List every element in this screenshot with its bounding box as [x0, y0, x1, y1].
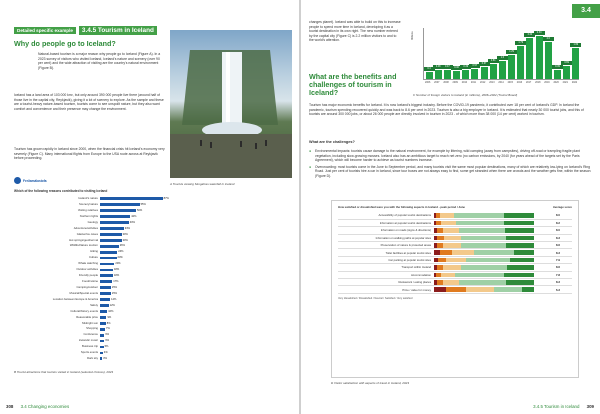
fig-d-segment [461, 265, 507, 270]
fig-b-category-label: Dark sky [87, 357, 98, 361]
waterfall-photo [170, 30, 292, 178]
fig-b-row [87, 357, 172, 361]
left-page-number: 308 [6, 404, 14, 409]
fig-c-value-label: 1.69 [570, 43, 581, 47]
fig-d-average-score: 6.3 [544, 286, 572, 293]
left-page [0, 0, 299, 414]
fig-d-row [338, 271, 572, 278]
fig-b-row [87, 220, 172, 225]
fig-d-segment [434, 287, 446, 292]
left-footer [6, 403, 206, 411]
fig-d-bar-cell [434, 212, 544, 219]
fig-d-segment [440, 250, 452, 255]
fig-c-value-label: 0.49 [460, 65, 471, 69]
fig-c-year-label: 2012 [480, 81, 486, 84]
fig-b-row [78, 262, 172, 266]
fig-b-bar [100, 352, 103, 355]
fig-c-year-label: 2013 [489, 81, 495, 84]
right-intro: changes planet). Iceland was able to build on this to increase people to spend more time in Iceland, developing it as a tourist destination in its own right. The new number entered by the capital city (Figure C) is 2.2 million visitors to and to the world's attention. [309, 20, 401, 43]
fig-b-value-label: 8% [106, 321, 111, 325]
fig-d-aspect-label: Information at popular tourist destinations [338, 219, 434, 226]
fig-d-segment [459, 280, 506, 285]
fig-b-category-label: Visiting relatives [77, 208, 98, 212]
fig-d-aspect-label: Transport within Iceland [338, 264, 434, 271]
fig-d-average-score: 7.8 [544, 271, 572, 278]
fig-b-bar [100, 286, 111, 289]
fig-c-caption: C Number of foreign visitors to Iceland (in millions), 2006–2022 (Tourist Board) [413, 93, 518, 97]
fig-c-bar [444, 65, 451, 79]
fig-b-bar [100, 203, 140, 206]
fig-b-value-label: 30% [122, 232, 128, 236]
challenge-environmental: ● Environmental impacts: tourists cause damage to the natural environment, for example by littering, wild camping (away from campsites), driving off-road or trampling fragile plant vegetation, including slow-growing mosses. Iceland also has an ambitious target to reach net zero (no carbon emissions, by 2040 (for years ahead of the targets set by the Paris Agreement), which will become harder to achieve as tourist numbers increase. [309, 149, 593, 163]
fig-d-average-score: 8.3 [544, 249, 572, 256]
left-para-2: Iceland has a land area of 103 000 km², but only around 390 000 people live there (around half of those live in the capital city, Reykjavik), giving it a lot of scenery to explore. As the sample and these are a tourist-heavy nature-based tourism, tourists come to see unspoilt nature, but they also want comfort and convenience and their presence may change the environment. [14, 93, 164, 111]
left-para-1: Natural-based tourism is a major reason why people go to Iceland (Figure A). In a 2023 survey of visitors who visited Iceland, Iceland's nature and scenery (over 90 per cent) and the wide attraction of visiting are the country's natural environment (Figure B). [38, 52, 161, 70]
fig-d-segment [441, 221, 456, 226]
fig-b-category-label: Scenery/nature [79, 202, 98, 206]
fig-d-segment [456, 221, 504, 226]
challenge-overcrowding: ● Overcrowding: most tourists come in the June to September period, and many tourists visit the same most popular destinations, many of which are relatively low-lying on Iceland's Ring Road. Just per cent of tourists hire a car in Iceland, since tour buses are not always easy to find, some get stranded when there are crowds and the weather gets fine, within the season (Figure D). [309, 165, 593, 179]
fig-d-aspect-label: Car parking at popular tourist sites [338, 256, 434, 263]
fig-b-value-label: 10% [108, 309, 114, 313]
fig-d-bar-cell [434, 234, 544, 241]
fig-d-segment [506, 236, 534, 241]
fig-b-row [86, 327, 172, 331]
fig-b-value-label: 3% [103, 357, 107, 361]
fig-d-row [338, 286, 572, 293]
fig-c-value-label: 1.29 [506, 50, 517, 54]
fig-b-row [88, 256, 172, 260]
right-heading: What are the benefits and challenges of tourism in Iceland? [309, 72, 397, 97]
fig-b-bar [100, 233, 122, 236]
fig-b-category-label: Geology [87, 220, 98, 224]
fig-d-average-score: 8.0 [544, 227, 572, 234]
fig-b-category-label: Wildlife/Nature tourism [69, 244, 98, 248]
fig-d-bar-cell [434, 279, 544, 286]
fig-b-bar [100, 310, 107, 313]
fig-b-value-label: 42% [131, 214, 137, 218]
fig-b-category-label: Whale watching [78, 262, 98, 266]
fig-b-bar [100, 274, 113, 277]
fig-d-segment [522, 287, 534, 292]
fig-c-year-label: 2020 [553, 81, 559, 84]
fig-b-bar [100, 257, 117, 260]
fig-d-panel [331, 200, 579, 378]
fig-b-value-label: 12% [109, 303, 115, 307]
fig-b-value-label: 6% [105, 339, 110, 343]
fig-b-row [76, 315, 172, 320]
fig-d-average-score: 8.0 [544, 212, 572, 219]
fig-c-bar [536, 30, 543, 79]
fig-d-segment [444, 236, 461, 241]
logo-text: Ferðamálastofa [23, 178, 47, 183]
section-badge: Detailed specific example [14, 27, 76, 34]
fig-c-value-label: 2.22 [524, 33, 535, 37]
fig-b-bar-chart [52, 197, 176, 363]
fig-b-value-label: 15% [111, 285, 117, 289]
fig-d-segment [504, 213, 534, 218]
fig-d-aspect-label: Information on walking paths at popular sites [338, 234, 434, 241]
fig-b-bar [100, 251, 117, 254]
fig-b-category-label: Friendly people [78, 274, 98, 278]
fig-b-category-label: Midnight sun [82, 321, 98, 325]
fig-b-row [90, 303, 172, 308]
fig-d-segment [504, 273, 534, 278]
fig-d-segment [443, 280, 459, 285]
fig-c-value-label: 0.46 [451, 66, 462, 70]
right-footer-title: 3.4.5 Tourism in Iceland [533, 404, 580, 409]
fig-b-bar [100, 298, 110, 301]
fig-d-average-header: Average score [552, 205, 572, 209]
fig-d-segment [454, 213, 504, 218]
fig-b-category-label: Glacier/ice caves [76, 232, 98, 236]
fig-c-bar [453, 65, 460, 79]
fig-b-bar [100, 197, 163, 200]
fig-b-row [70, 309, 172, 314]
fig-b-category-label: Camping/outdoor [76, 285, 98, 289]
fig-c-bar [426, 66, 433, 79]
fig-d-row [338, 249, 572, 256]
fig-c-bar [499, 55, 506, 79]
fig-b-bar [100, 215, 130, 218]
fig-d-segment [446, 258, 466, 263]
fig-b-category-label: Adventure/activities [73, 226, 98, 230]
fig-b-caption: B Tourist attractions that tourists visited in Iceland (selected choices), 2023 [14, 370, 114, 374]
fig-b-row [79, 214, 172, 219]
fig-c-bar [471, 63, 478, 79]
right-footer [394, 403, 594, 411]
fig-d-segment [438, 258, 446, 263]
fig-d-table [338, 212, 572, 294]
fig-b-value-label: 18% [113, 274, 120, 278]
fig-d-aspect-label: Price / value for money [338, 286, 434, 293]
fig-c-year-label: 2015 [507, 81, 513, 84]
fig-a-caption: A Tourists viewing Skogafoss waterfall in Iceland [170, 182, 235, 186]
fig-c-value-label: 1.79 [515, 41, 526, 45]
fig-b-value-label: 5% [104, 345, 109, 349]
fig-b-category-label: Food/cuisine [82, 280, 98, 283]
fig-b-row [80, 351, 172, 355]
fig-c-year-label: 2009 [452, 81, 458, 84]
fig-b-row [79, 202, 172, 207]
fig-b-value-label: 7% [106, 327, 110, 331]
fig-b-row [69, 291, 172, 296]
fig-b-value-label: 20% [115, 262, 121, 266]
fig-b-row [83, 333, 172, 337]
fig-d-segment [466, 287, 494, 292]
fig-c-bar [554, 64, 561, 79]
fig-b-bar [100, 239, 122, 242]
fig-b-value-label: 24% [118, 250, 124, 254]
fig-c-year-label: 2007 [434, 81, 440, 84]
challenges-heading: What are the challenges? [309, 140, 355, 144]
fig-d-average-score: 7.9 [544, 256, 572, 263]
fig-b-category-label: Location between Europe & America [52, 297, 98, 301]
fig-c-bar [526, 33, 533, 79]
fig-b-row [52, 297, 172, 302]
fig-d-segment [452, 250, 474, 255]
fig-c-plot [423, 28, 579, 84]
fig-b-bar [100, 322, 106, 325]
left-para-3: Tourism has grown rapidly in Iceland since 2000, when the financial crisis hit Iceland's economy very severely (Figure C). Many international flights from Europe to the USA route across at Reykjavik before proceeding. [14, 147, 165, 161]
fig-b-value-label: 55% [140, 202, 146, 206]
fig-d-average-score: 8.2 [544, 219, 572, 226]
fig-b-bar [100, 292, 111, 295]
fig-b-category-label: Outdoor activities [76, 268, 98, 272]
fig-b-value-label: 26% [119, 244, 125, 248]
fig-b-bar [100, 280, 112, 283]
waterfall-illustration [170, 30, 292, 178]
fig-d-row [338, 279, 572, 286]
fig-b-bar [100, 263, 114, 266]
fig-d-average-score: 8.3 [544, 234, 572, 241]
fig-c-value-label: 2.34 [534, 31, 545, 35]
fig-c-bar [572, 42, 579, 79]
fig-b-category-label: Hot springs/geothermal [69, 238, 98, 242]
fig-c-bar [435, 65, 442, 79]
fig-b-row [78, 197, 172, 201]
fig-c-year-label: 2017 [525, 81, 532, 84]
fig-b-category-label: Icelandic music [78, 339, 98, 343]
fig-b-category-label: Northern lights [79, 214, 98, 218]
fig-b-row [69, 244, 172, 248]
fig-b-value-label: 15% [111, 291, 117, 295]
fig-c-year-label: 2008 [443, 81, 449, 84]
fig-d-bar-cell [434, 264, 544, 271]
fig-c-year-label: 2022 [571, 81, 578, 84]
fig-b-value-label: 18% [113, 268, 120, 272]
right-page-number: 309 [586, 404, 594, 409]
fig-c-year-label: 2018 [535, 81, 541, 84]
fig-b-row [77, 208, 172, 213]
fig-d-aspect-label: Restaurant / eating places [338, 279, 434, 286]
fig-b-bar [100, 334, 104, 337]
fig-c-value-label: 0.48 [433, 65, 444, 69]
fig-c-year-label: 2011 [470, 81, 477, 84]
fig-d-bar-cell [434, 286, 544, 293]
fig-b-value-label: 23% [117, 256, 123, 260]
fig-b-value-label: 6% [105, 333, 110, 337]
fig-d-segment [461, 243, 506, 248]
fig-b-category-label: Sports events [80, 351, 98, 355]
fig-d-bar-cell [434, 249, 544, 256]
fig-d-segment [507, 265, 534, 270]
fig-d-segment [446, 287, 466, 292]
tourist-board-logo [14, 177, 47, 184]
fig-d-segment [506, 243, 534, 248]
fig-d-segment [440, 213, 454, 218]
fig-b-row [76, 232, 172, 237]
fig-b-row [73, 226, 172, 231]
fig-c-bar [545, 37, 552, 79]
fig-b-value-label: 17% [113, 280, 119, 283]
fig-d-legend: Very dissatisfied / Dissatisfied / Neutral / Satisfied / Very satisfied [338, 296, 413, 300]
fig-d-aspect-label: Preservation of nature & protected areas [338, 242, 434, 249]
fig-d-segment [443, 228, 459, 233]
fig-d-segment [437, 236, 444, 241]
right-page [301, 0, 600, 414]
fig-d-average-score: 8.6 [544, 264, 572, 271]
fig-b-value-label: 50% [137, 208, 143, 212]
fig-d-aspect-label: Accessibility of popular tourist destinations [338, 212, 434, 219]
fig-b-row [69, 238, 172, 243]
fig-b-value-label: 33% [124, 226, 130, 230]
fig-b-row [81, 345, 172, 349]
fig-c-year-label: 2014 [498, 81, 504, 84]
fig-b-value-label: 9% [107, 315, 112, 319]
fig-d-average-score: 8.6 [544, 242, 572, 249]
fig-b-title: Which of the following reasons contributed to visiting Iceland [14, 189, 108, 193]
left-heading: Why do people go to Iceland? [14, 39, 116, 48]
fig-c-year-label: 2021 [562, 81, 568, 84]
fig-c-bar [517, 41, 524, 79]
fig-d-bar-cell [434, 256, 544, 263]
left-footer-title: 3.4 Changing economies [20, 404, 70, 409]
fig-d-segment [441, 273, 455, 278]
right-para-1: Tourism has major economic benefits for Iceland. It is now Iceland's biggest industry. Before the COVID-19 pandemic, it contributed over 18 per cent of Iceland's GDP. In Iceland the pandemic, tourism spending recovered quickly and was back to 8.6 per cent in 2023. Tourism is also a big employer in Iceland. It is estimated that nearly 30 000 tourist jobs, and this of tourists are around 300 000 jobs, or about 26 000 people are directly involved in tourism in 2023 - of which more than 38 000 (14 per cent) worked in tourism. [309, 103, 584, 117]
fig-d-row [338, 219, 572, 226]
fig-c-value-label: 1.0 [497, 56, 508, 60]
fig-d-row [338, 256, 572, 263]
fig-b-category-label: Culture [88, 256, 98, 260]
fig-d-bar-cell [434, 227, 544, 234]
fig-b-bar [100, 357, 102, 360]
fig-d-row [338, 234, 572, 241]
fig-d-segment [494, 287, 522, 292]
fig-d-segment [510, 258, 534, 263]
fig-c-bar [508, 50, 515, 79]
fig-d-segment [474, 250, 514, 255]
challenges-list [309, 149, 593, 181]
fig-b-category-label: Shopping [86, 327, 98, 331]
fig-d-bar-cell [434, 271, 544, 278]
fig-b-value-label: 40% [129, 220, 135, 224]
fig-b-category-label: Cultural/history events [70, 309, 98, 313]
fig-b-category-label: Safety [90, 303, 98, 307]
fig-d-segment [504, 221, 534, 226]
fig-b-row [90, 250, 172, 254]
fig-b-value-label: 30% [122, 238, 128, 242]
fig-d-segment [514, 250, 534, 255]
fig-b-row [82, 280, 172, 284]
fig-c-bar [490, 59, 497, 79]
fig-c-value-label: 0.47 [442, 65, 453, 69]
fig-d-segment [461, 236, 506, 241]
chapter-tab: 3.4 [572, 4, 600, 18]
fig-b-row [78, 274, 172, 278]
fig-d-aspect-label: Information on roads (signs & directions) [338, 227, 434, 234]
fig-d-bar-cell [434, 242, 544, 249]
fig-c-chart [413, 20, 581, 90]
fig-b-row [76, 268, 172, 272]
fig-b-bar [100, 316, 106, 319]
fig-d-caption: D Visitor satisfaction with aspects of travel in Iceland, 2023 [331, 381, 409, 385]
fig-c-ylabel: Millions [411, 31, 414, 40]
fig-d-segment [506, 280, 534, 285]
fig-d-segment [459, 228, 505, 233]
fig-b-value-label: 14% [111, 297, 117, 301]
fig-d-average-score: 8.3 [544, 279, 572, 286]
fig-b-bar [100, 304, 109, 307]
fig-b-category-label: Reasonable price [76, 315, 98, 319]
fig-b-category-label: Musical/Special events [69, 291, 98, 295]
fig-c-year-label: 2016 [516, 81, 523, 84]
fig-d-segment [455, 273, 504, 278]
fig-b-category-label: Hiking [90, 250, 98, 254]
fig-b-bar [100, 227, 124, 230]
fig-c-bar [462, 64, 469, 79]
fig-c-value-label: 0.81 [488, 59, 499, 63]
fig-c-value-label: 0.49 [552, 65, 563, 69]
fig-b-row [76, 285, 172, 290]
fig-d-aspect-label: Toilet facilities at popular tourist sites [338, 249, 434, 256]
fig-b-category-label: Conference [83, 333, 98, 337]
fig-c-value-label: 0.67 [479, 62, 490, 66]
fig-b-value-label: 4% [103, 351, 108, 355]
fig-d-row [338, 242, 572, 249]
fig-b-bar [100, 221, 129, 224]
fig-c-value-label: 0.4 [424, 67, 435, 71]
fig-d-segment [466, 258, 510, 263]
fig-b-bar [100, 346, 104, 349]
fig-d-row [338, 227, 572, 234]
fig-d-segment [505, 228, 534, 233]
fig-c-value-label: 2.0 [543, 37, 554, 41]
fig-c-bar [563, 61, 570, 79]
fig-d-aspect-label: Accommodation [338, 271, 434, 278]
fig-d-row [338, 212, 572, 219]
fig-b-bar [100, 209, 136, 212]
fig-b-bar [100, 328, 105, 331]
section-title: 3.4.5 Tourism in Iceland [79, 26, 157, 35]
fig-c-value-label: 0.69 [561, 61, 572, 65]
fig-c-year-label: 2019 [544, 81, 550, 84]
fig-d-segment [443, 243, 461, 248]
fig-b-bar [100, 340, 104, 343]
fig-b-value-label: 87% [163, 197, 169, 200]
fig-b-row [78, 339, 172, 343]
logo-mark-icon [14, 177, 21, 184]
fig-b-category-label: Business trip [81, 345, 98, 349]
fig-c-value-label: 0.57 [469, 64, 480, 68]
fig-d-segment [443, 265, 461, 270]
fig-d-bar-cell [434, 219, 544, 226]
fig-c-year-label: 2006 [425, 81, 431, 84]
fig-b-bar [100, 245, 119, 248]
section-header [14, 26, 157, 35]
fig-c-year-label: 2010 [461, 81, 468, 84]
fig-b-bar [100, 269, 113, 272]
fig-b-row [82, 321, 172, 326]
fig-c-bar [481, 61, 488, 79]
fig-d-title: How satisfied or dissatisfied were you with the following aspects in Iceland - peak period / June [338, 205, 465, 209]
fig-b-category-label: Iceland's nature [78, 197, 98, 200]
fig-d-row [338, 264, 572, 271]
